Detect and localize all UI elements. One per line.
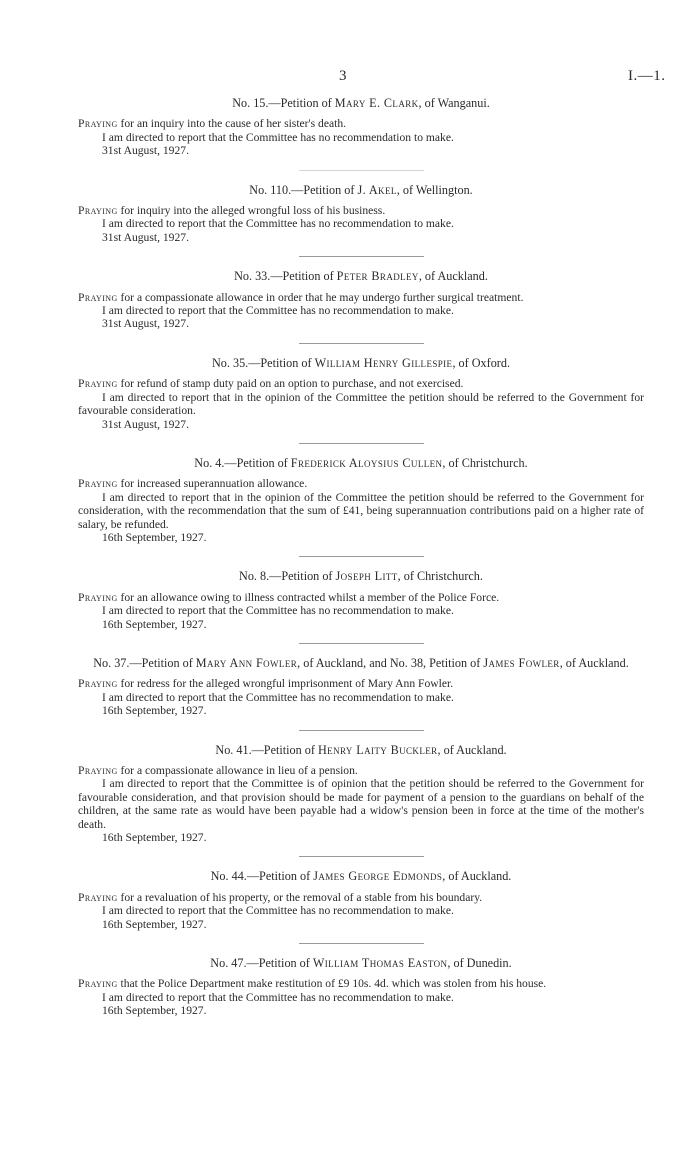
report-date: 16th September, 1927. — [102, 704, 207, 718]
petition-title: No. 15.—Petition of Mary E. Clark, of Wanganui. — [232, 96, 490, 110]
paper-reference: I.—1. — [628, 68, 666, 84]
report-text: I am directed to report that the Committee is of opinion that the petition should be referred to the Government for favourable consideration, and that provision should be made for payment of a pension to the guardians on behalf of the children, at the same rate as would have been payable had a widow's pension been in force at the time of the mother's death. — [78, 777, 644, 831]
prayer-text: Praying for redress for the alleged wrongful imprisonment of Mary Ann Fowler. — [78, 677, 454, 691]
section-divider — [299, 256, 424, 257]
report-date: 16th September, 1927. — [102, 530, 207, 544]
prayer-text: Praying that the Police Department make restitution of £9 10s. 4d. which was stolen from his house. — [78, 977, 547, 991]
petitioner-name: Mary Ann Fowler — [195, 655, 298, 670]
prayer-text: Praying for a compassionate allowance in order that he may undergo further surgical treatment. — [78, 290, 524, 304]
petition-title: No. 37.—Petition of Mary Ann Fowler, of Auckland, and No. 38, Petition of James Fowler, of Auckland. — [93, 655, 629, 670]
petitioner-name: Joseph Litt — [335, 569, 398, 584]
prayer-text: Praying for refund of stamp duty paid on an option to purchase, and not exercised. — [78, 377, 464, 391]
petitioner-name: James George Edmonds — [313, 869, 443, 884]
petitioner-name: James Fowler — [483, 655, 560, 670]
report-text: I am directed to report that in the opinion of the Committee the petition should be referred to the Government for consideration, with the recommendation that the sum of £41, being superannuation contributions paid on a higher rate of salary, be refunded. — [78, 490, 644, 531]
petitioner-name: Mary E. Clark — [334, 96, 419, 110]
petition-entry — [78, 270, 644, 331]
petition-title: No. 110.—Petition of J. Akel, of Wellington. — [249, 182, 473, 197]
prayer-text: Praying for increased superannuation allowance. — [78, 477, 308, 491]
report-text: I am directed to report that the Committee has no recommendation to make. — [102, 130, 454, 144]
prayer-text: Praying for an inquiry into the cause of her sister's death. — [78, 117, 347, 131]
petition-title: No. 47.—Petition of William Thomas Easton, of Dunedin. — [210, 956, 512, 971]
report-text: I am directed to report that in the opinion of the Committee the petition should be referred to the Government for favourable consideration. — [78, 390, 644, 418]
petition-title: No. 35.—Petition of William Henry Gillespie, of Oxford. — [211, 355, 510, 370]
report-text: I am directed to report that the Committee has no recommendation to make. — [102, 304, 454, 318]
petitioner-name: Peter Bradley — [336, 269, 419, 284]
petitions-list — [78, 97, 644, 1018]
petition-title: No. 44.—Petition of James George Edmonds, of Auckland. — [210, 869, 512, 884]
section-divider — [299, 170, 424, 171]
petitioner-name: J. Akel — [357, 182, 397, 197]
report-text: I am directed to report that the Committee has no recommendation to make. — [102, 604, 454, 618]
section-divider — [299, 343, 424, 344]
petition-entry — [78, 957, 644, 1018]
section-divider — [299, 443, 424, 444]
petition-entry — [78, 97, 644, 158]
report-date: 31st August, 1927. — [102, 417, 189, 431]
petition-title: No. 4.—Petition of Frederick Aloysius Cullen, of Christchurch. — [194, 455, 528, 470]
petition-entry — [78, 657, 644, 718]
prayer-text: Praying for an allowance owing to illness contracted whilst a member of the Police Force. — [78, 590, 500, 604]
report-text: I am directed to report that the Committee has no recommendation to make. — [102, 217, 454, 231]
petitioner-name: Frederick Aloysius Cullen — [290, 455, 443, 470]
section-divider — [299, 943, 424, 944]
petitioner-name: William Henry Gillespie — [314, 355, 453, 370]
petition-entry — [78, 870, 644, 931]
section-divider — [299, 643, 424, 644]
section-divider — [299, 556, 424, 557]
petition-title: No. 41.—Petition of Henry Laity Buckler, of Auckland. — [215, 742, 507, 757]
petition-title: No. 33.—Petition of Peter Bradley, of Auckland. — [234, 269, 488, 284]
report-date: 31st August, 1927. — [102, 144, 189, 158]
petitioner-name: William Thomas Easton — [312, 956, 448, 971]
petition-entry — [78, 744, 644, 845]
petition-entry — [78, 570, 644, 631]
report-date: 31st August, 1927. — [102, 230, 189, 244]
report-text: I am directed to report that the Committee has no recommendation to make. — [102, 690, 454, 704]
report-date: 16th September, 1927. — [102, 1004, 207, 1018]
report-text: I am directed to report that the Committee has no recommendation to make. — [102, 990, 454, 1004]
report-date: 31st August, 1927. — [102, 317, 189, 331]
petition-entry — [78, 184, 644, 245]
section-divider — [299, 856, 424, 857]
petition-title: No. 8.—Petition of Joseph Litt, of Christchurch. — [239, 569, 483, 584]
report-date: 16th September, 1927. — [102, 917, 207, 931]
section-divider — [299, 730, 424, 731]
report-text: I am directed to report that the Committee has no recommendation to make. — [102, 904, 454, 918]
page-number: 3 — [339, 68, 347, 84]
prayer-text: Praying for a compassionate allowance in lieu of a pension. — [78, 764, 358, 777]
petitioner-name: Henry Laity Buckler — [317, 742, 438, 757]
prayer-text: Praying for inquiry into the alleged wrongful loss of his business. — [78, 204, 386, 218]
prayer-text: Praying for a revaluation of his property, or the removal of a stable from his boundary. — [78, 890, 483, 904]
petition-entry — [78, 457, 644, 544]
report-date: 16th September, 1927. — [102, 617, 207, 631]
report-date: 16th September, 1927. — [102, 831, 207, 845]
petition-entry — [78, 357, 644, 431]
